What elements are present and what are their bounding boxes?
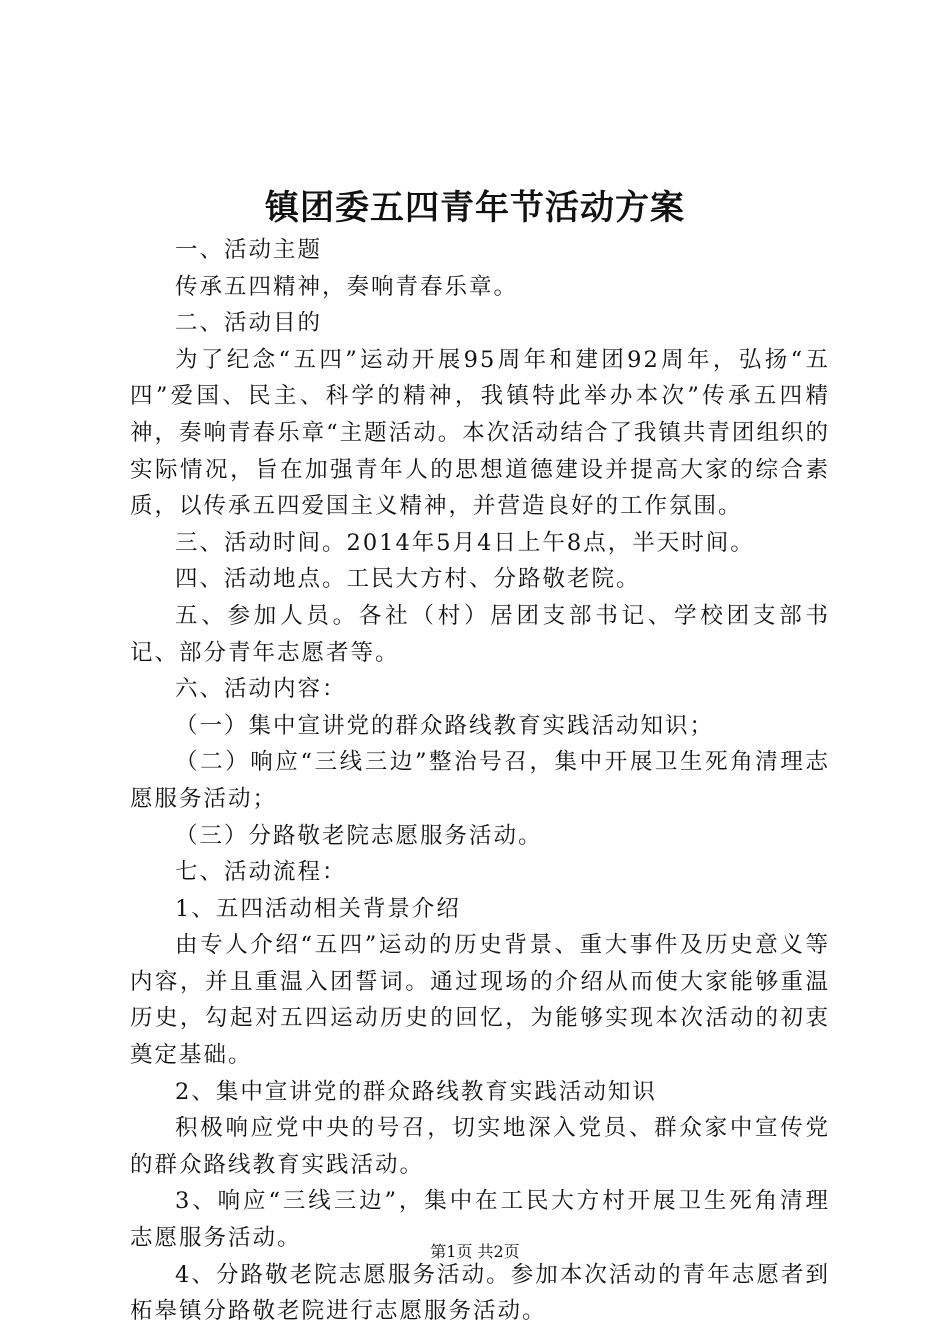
section-heading-process: 七、活动流程： [175, 859, 347, 886]
paragraph-theme: 传承五四精神，奏响青春乐章。 [175, 273, 519, 300]
process-step-3: 3、响应“三线三边”，集中在工民大方村开展卫生死角清理志愿服务活动。 [130, 1188, 830, 1252]
content-item-2: （二）响应“三线三边”整治号召，集中开展卫生死角清理志愿服务活动； [130, 749, 830, 812]
process-step-4: 4、分路敬老院志愿服务活动。参加本次活动的青年志愿者到柘皋镇分路敬老院进行志愿服务活动。 [130, 1261, 830, 1325]
section-heading-theme: 一、活动主题 [175, 237, 323, 263]
paragraph-time: 三、活动时间。2014年5月4日上午8点，半天时间。 [175, 529, 755, 556]
paragraph-participants: 五、参加人员。各社（村）居团支部书记、学校团支部书记、部分青年志愿者等。 [130, 602, 830, 666]
process-step-1-text: 由专人介绍“五四”运动的历史背景、重大事件及历史意义等内容，并且重温入团誓词。通过现场的介绍从而使大家能够重温历史，勾起对五四运动历史的回忆，为能够实现本次活动的初衷奠定基础。 [130, 932, 830, 1069]
document-title: 镇团委五四青年节活动方案 [265, 188, 685, 228]
content-item-3: （三）分路敬老院志愿服务活动。 [175, 822, 543, 849]
section-heading-content: 六、活动内容： [175, 676, 347, 703]
document-body [130, 232, 830, 1330]
process-step-1-heading: 1、五四活动相关背景介绍 [175, 895, 461, 922]
process-step-2-heading: 2、集中宣讲党的群众路线教育实践活动知识 [175, 1078, 657, 1105]
page-number: 第1页 共2页 [430, 1242, 520, 1261]
paragraph-purpose: 为了纪念“五四”运动开展95周年和建团92周年，弘扬“五四”爱国、民主、科学的精神，我镇特此举办本次”传承五四精神，奏响青春乐章“主题活动。本次活动结合了我镇共青团组织的实际情况，旨在加强青年人的思想道德建设并提高大家的综合素质，以传承五四爱国主义精神，并营造良好的工作氛围。 [130, 346, 830, 520]
process-step-2-text: 积极响应党中央的号召，切实地深入党员、群众家中宣传党的群众路线教育实践活动。 [130, 1115, 830, 1178]
content-item-1: （一）集中宣讲党的群众路线教育实践活动知识； [175, 712, 715, 739]
paragraph-location: 四、活动地点。工民大方村、分路敬老院。 [175, 566, 641, 593]
section-heading-purpose: 二、活动目的 [175, 310, 323, 337]
